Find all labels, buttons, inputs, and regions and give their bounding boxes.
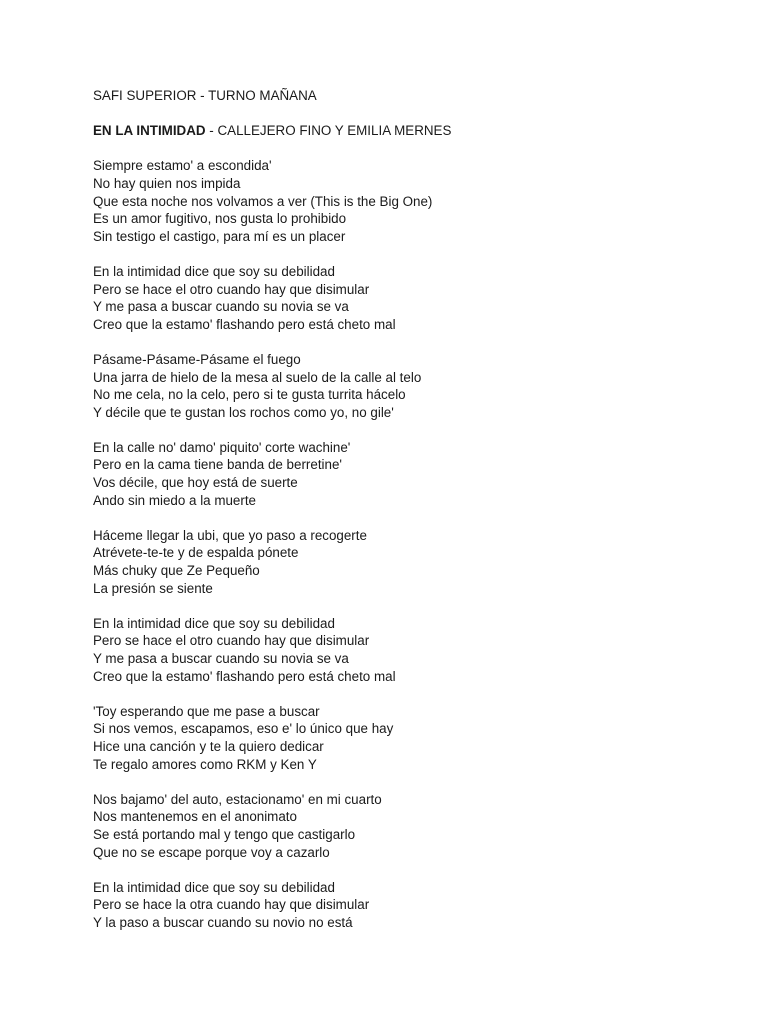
- lyric-line: Sin testigo el castigo, para mí es un placer: [93, 228, 346, 244]
- lyric-line: Pásame-Pásame-Pásame el fuego: [93, 351, 301, 367]
- song-heading: [93, 122, 733, 140]
- lyric-line: Y décile que te gustan los rochos como yo, no gile': [93, 404, 394, 420]
- song-separator: -: [205, 123, 218, 139]
- lyric-stanza: [93, 527, 733, 597]
- lyrics: [93, 157, 733, 931]
- lyric-line: No hay quien nos impida: [93, 175, 241, 191]
- lyric-stanza: [93, 791, 733, 861]
- lyric-line: Más chuky que Ze Pequeño: [93, 563, 260, 579]
- spacer: [93, 140, 733, 158]
- lyric-line: Se está portando mal y tengo que castigarlo: [93, 826, 356, 842]
- lyric-stanza: [93, 615, 733, 685]
- lyric-line: La presión se siente: [93, 580, 213, 596]
- lyric-line: Si nos vemos, escapamos, eso e' lo único que hay: [93, 721, 394, 737]
- lyric-stanza: [93, 263, 733, 333]
- lyric-line: Es un amor fugitivo, nos gusta lo prohibido: [93, 211, 347, 227]
- document-header: SAFI SUPERIOR - TURNO MAÑANA: [93, 88, 317, 103]
- lyric-line: Pero en la cama tiene banda de berretine': [93, 457, 342, 473]
- lyric-line: Vos décile, que hoy está de suerte: [93, 475, 298, 491]
- lyric-stanza: [93, 879, 733, 932]
- lyric-line: Siempre estamo' a escondida': [93, 158, 272, 174]
- lyric-line: No me cela, no la celo, pero si te gusta turrita hácelo: [93, 387, 406, 403]
- lyric-line: Hice una canción y te la quiero dedicar: [93, 738, 324, 754]
- song-title: EN LA INTIMIDAD: [93, 123, 206, 139]
- lyric-line: Creo que la estamo' flashando pero está cheto mal: [93, 316, 396, 332]
- lyric-line: Háceme llegar la ubi, que yo paso a recogerte: [93, 527, 367, 543]
- song-artists: CALLEJERO FINO Y EMILIA MERNES: [217, 123, 452, 139]
- lyric-line: Pero se hace el otro cuando hay que disimular: [93, 633, 370, 649]
- lyric-stanza: [93, 157, 733, 245]
- lyric-line: Nos bajamo' del auto, estacionamo' en mi cuarto: [93, 791, 382, 807]
- lyric-line: Nos mantenemos en el anonimato: [93, 809, 297, 825]
- lyric-line: Que esta noche nos volvamos a ver (This is the Big One): [93, 193, 433, 209]
- lyric-line: Y la paso a buscar cuando su novio no está: [93, 914, 353, 930]
- lyric-line: En la intimidad dice que soy su debilidad: [93, 615, 335, 631]
- lyric-line: En la intimidad dice que soy su debilidad: [93, 879, 335, 895]
- lyric-line: 'Toy esperando que me pase a buscar: [93, 703, 320, 719]
- spacer: [93, 105, 733, 123]
- lyric-line: En la calle no' damo' piquito' corte wachine': [93, 439, 351, 455]
- lyric-line: Ando sin miedo a la muerte: [93, 492, 257, 508]
- lyric-line: Te regalo amores como RKM y Ken Y: [93, 756, 317, 772]
- lyric-line: Creo que la estamo' flashando pero está cheto mal: [93, 668, 396, 684]
- lyric-line: Y me pasa a buscar cuando su novia se va: [93, 299, 349, 315]
- lyric-line: Una jarra de hielo de la mesa al suelo de la calle al telo: [93, 369, 422, 385]
- document-page: [93, 87, 733, 949]
- lyric-line: Atrévete-te-te y de espalda pónete: [93, 545, 299, 561]
- lyric-line: Pero se hace la otra cuando hay que disimular: [93, 897, 370, 913]
- lyric-stanza: [93, 439, 733, 509]
- lyric-line: Y me pasa a buscar cuando su novia se va: [93, 651, 349, 666]
- lyric-stanza: [93, 703, 733, 773]
- lyric-line: Pero se hace el otro cuando hay que disimular: [93, 281, 370, 297]
- lyric-line: En la intimidad dice que soy su debilidad: [93, 263, 335, 279]
- lyric-stanza: [93, 351, 733, 421]
- lyric-line: Que no se escape porque voy a cazarlo: [93, 844, 330, 860]
